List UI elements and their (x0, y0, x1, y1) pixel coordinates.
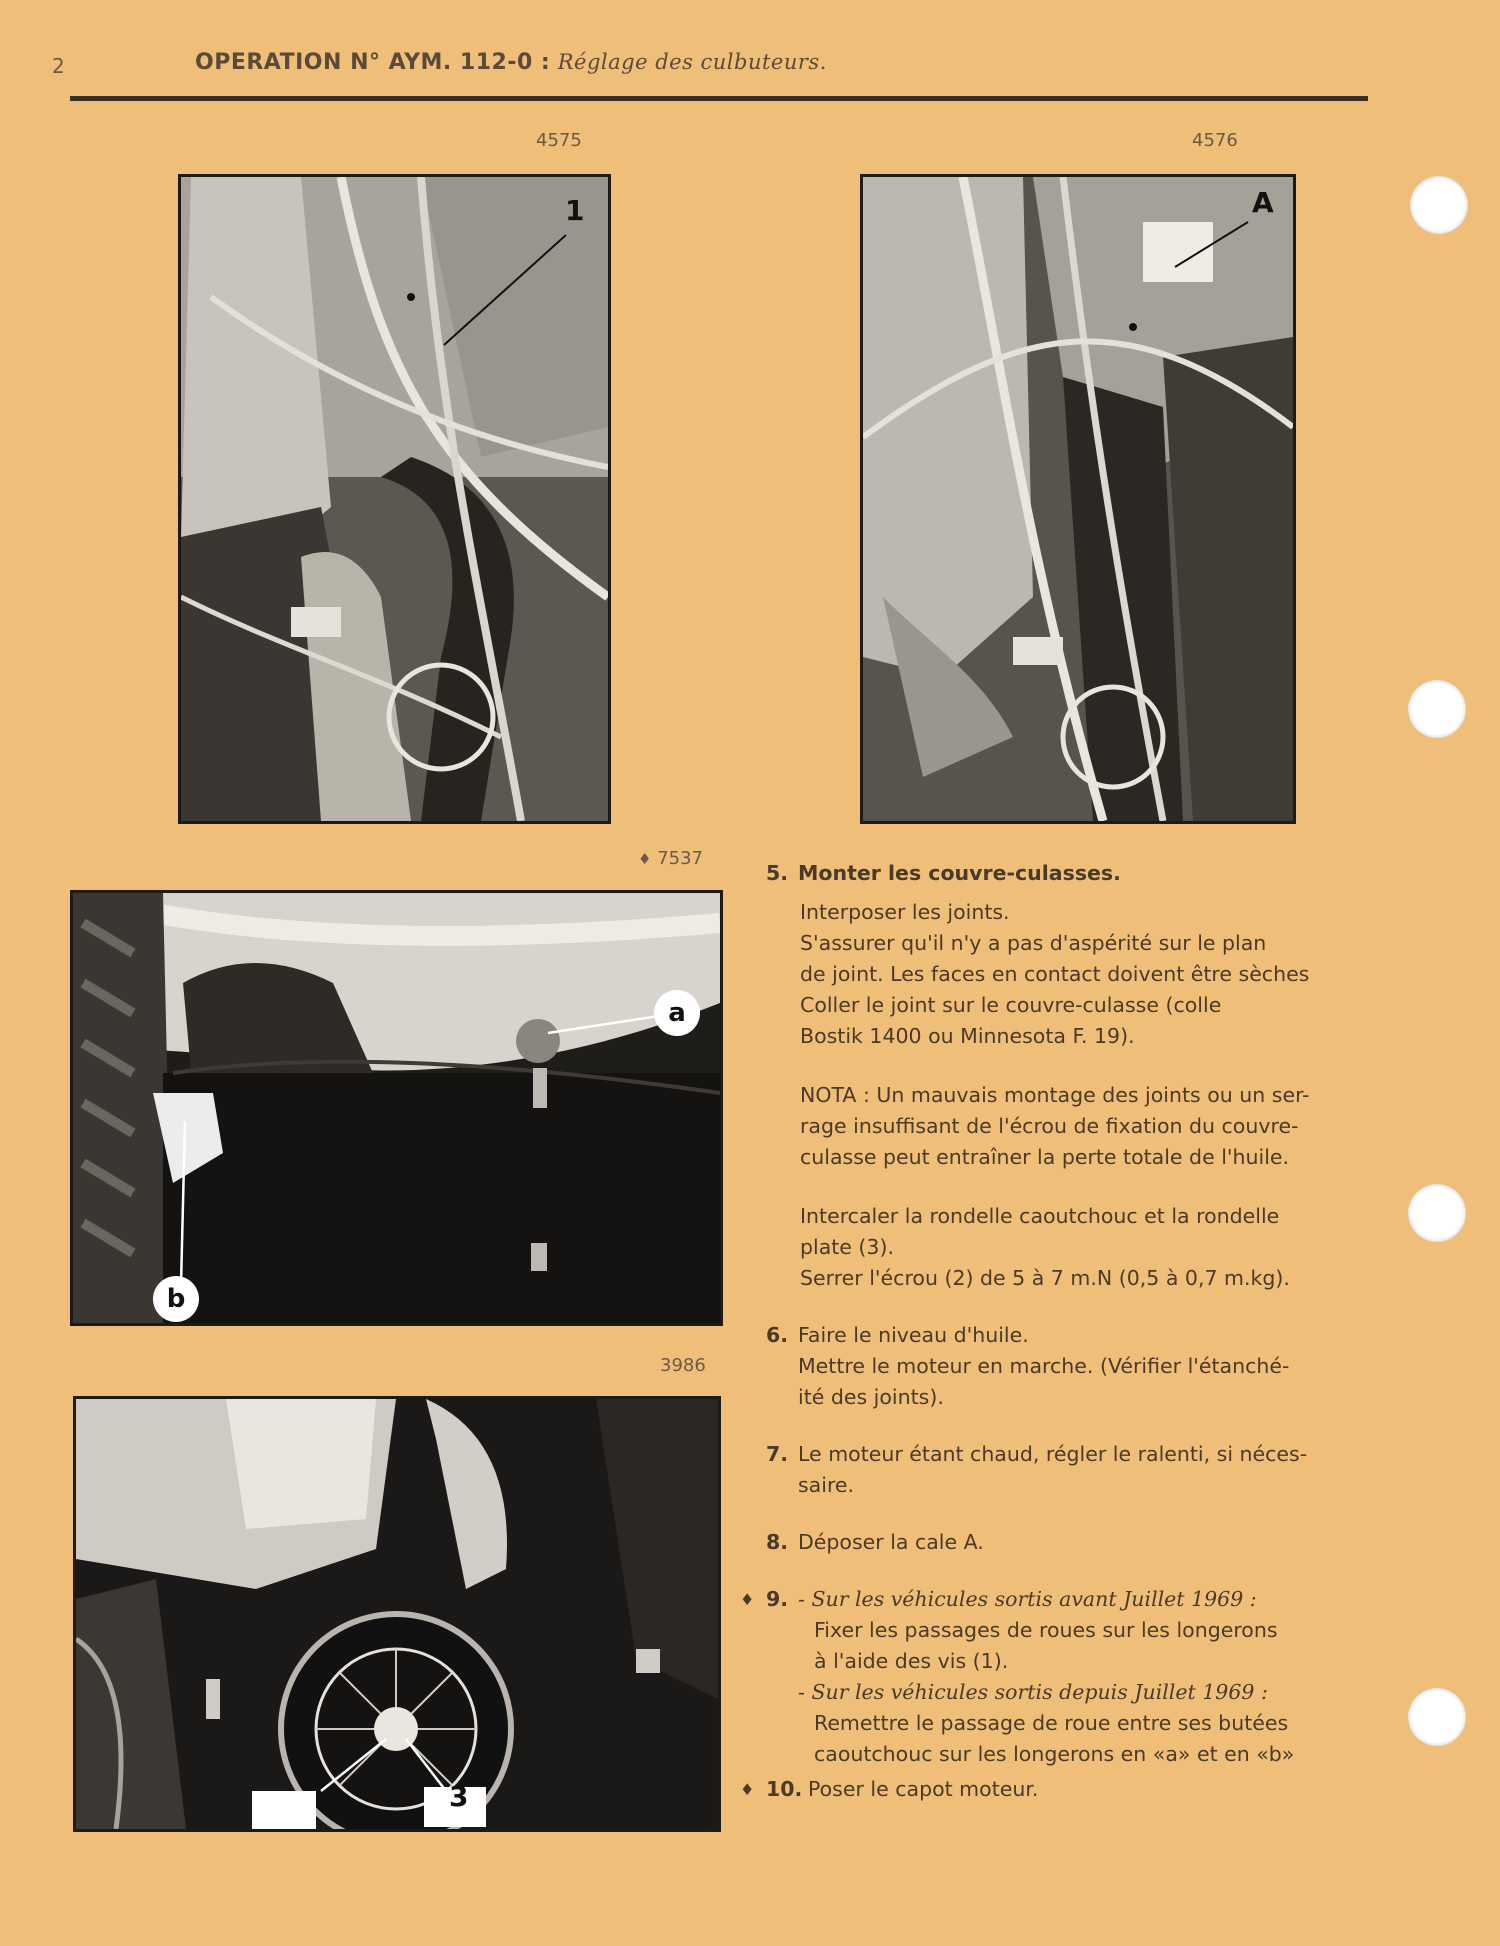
step-number: 5. (766, 861, 789, 885)
step-text: Déposer la cale A. (798, 1530, 984, 1554)
step-number: 6. (766, 1323, 789, 1347)
figure-number-7537-text: 7537 (657, 848, 703, 869)
callout-b: b (153, 1276, 199, 1322)
step-8 (740, 1527, 1360, 1558)
photo-wheel-arch (70, 890, 723, 1326)
binder-hole (1410, 176, 1468, 234)
step-condition: - Sur les véhicules sortis depuis Juillet 1969 : (798, 1680, 1268, 1704)
binder-hole (1408, 680, 1466, 738)
step-number: 7. (766, 1442, 789, 1466)
revision-marker-7537: ♦ (638, 850, 652, 868)
step-text: plate (3). (800, 1235, 894, 1259)
step-text: Le moteur étant chaud, régler le ralenti, si néces- (798, 1442, 1308, 1466)
callout-A: A (1252, 186, 1274, 219)
figure-number-4575: 4575 (536, 130, 582, 151)
header-title (195, 50, 827, 75)
step-title: Monter les couvre-culasses. (798, 861, 1121, 885)
step-text: Coller le joint sur le couvre-culasse (colle (800, 993, 1222, 1017)
step-text: saire. (798, 1473, 855, 1497)
photo-rocker-cover (73, 1396, 721, 1832)
step-number: 8. (766, 1530, 789, 1554)
operation-subtitle: Réglage des culbuteurs. (557, 50, 827, 74)
step-title: Faire le niveau d'huile. (798, 1323, 1029, 1347)
step-text: de joint. Les faces en contact doivent être sèches (800, 962, 1310, 986)
step-text: Fixer les passages de roues sur les longerons (814, 1618, 1278, 1642)
step-9 (740, 1584, 1360, 1770)
step-text: S'assurer qu'il n'y a pas d'aspérité sur le plan (800, 931, 1267, 955)
callout-1: 1 (565, 194, 585, 227)
step-number: 10. (766, 1777, 803, 1801)
step-10 (740, 1774, 1360, 1805)
step-text: Remettre le passage de roue entre ses butées (814, 1711, 1289, 1735)
step-text: Intercaler la rondelle caoutchouc et la rondelle (800, 1204, 1280, 1228)
step-7 (740, 1439, 1360, 1501)
step-text: Bostik 1400 ou Minnesota F. 19). (800, 1024, 1135, 1048)
operation-code: OPERATION N° AYM. 112-0 : (195, 50, 551, 75)
nota-text: culasse peut entraîner la perte totale de l'huile. (800, 1145, 1290, 1169)
figure-number-4576: 4576 (1192, 130, 1238, 151)
photo-engine-left (178, 174, 611, 824)
nota-text: NOTA : Un mauvais montage des joints ou un ser- (800, 1083, 1310, 1107)
step-text: Mettre le moteur en marche. (Vérifier l'étanché- (798, 1354, 1290, 1378)
header-rule (70, 96, 1368, 101)
callout-3: 3 (449, 1780, 469, 1813)
step-text: ité des joints). (798, 1385, 944, 1409)
step-text: Poser le capot moteur. (808, 1777, 1039, 1801)
callout-2: 2 (322, 1784, 342, 1817)
step-number: 9. (766, 1587, 789, 1611)
photo-engine-right (860, 174, 1296, 824)
figure-number-7537 (638, 848, 703, 869)
callout-a: a (654, 990, 700, 1036)
step-6 (740, 1320, 1360, 1413)
revision-marker: ♦ (740, 1590, 755, 1609)
binder-hole (1408, 1688, 1466, 1746)
binder-hole (1408, 1184, 1466, 1242)
step-text: à l'aide des vis (1). (814, 1649, 1009, 1673)
step-text: Serrer l'écrou (2) de 5 à 7 m.N (0,5 à 0,7 m.kg). (800, 1266, 1290, 1290)
step-5 (740, 858, 1360, 1294)
step-condition: - Sur les véhicules sortis avant Juillet 1969 : (798, 1587, 1257, 1611)
step-text: caoutchouc sur les longerons en «a» et en «b» (814, 1742, 1295, 1766)
nota-text: rage insuffisant de l'écrou de fixation du couvre- (800, 1114, 1299, 1138)
revision-marker: ♦ (740, 1780, 755, 1799)
figure-number-3986: 3986 (660, 1355, 706, 1376)
instructions (740, 858, 1360, 1805)
page-number: 2 (52, 54, 65, 78)
step-text: Interposer les joints. (800, 900, 1010, 924)
